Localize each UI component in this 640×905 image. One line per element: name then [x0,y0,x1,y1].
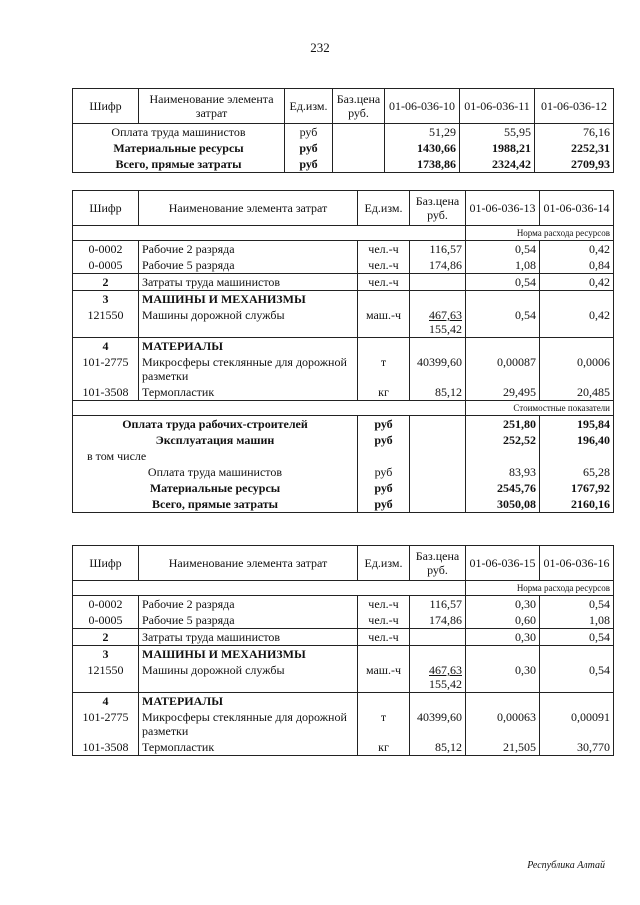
norm-label: Норма расхода ресурсов [466,581,614,596]
header-col-a: 01-06-036-10 [385,89,460,124]
section-row [73,291,614,308]
cost-label-row [73,401,614,416]
table-header-row [73,89,614,124]
section-title: МАШИНЫ И МЕХАНИЗМЫ [139,646,358,663]
table-row [73,257,614,274]
row-value-a: 51,29 [385,124,460,141]
table-row [73,124,614,141]
section-row [73,646,614,663]
cost-label: Стоимостные показатели [466,401,614,416]
table-row [73,307,614,338]
header-col-b: 01-06-036-11 [460,89,535,124]
header-col-c: 01-06-036-12 [535,89,614,124]
header-price: Баз.цена руб. [410,546,466,581]
row-value-b: 2324,42 [460,156,535,173]
table-header-row [73,191,614,226]
row-unit: чел.-ч [358,257,410,274]
row-value-a: 0,54 [466,307,540,338]
section-row [73,338,614,355]
row-price: 40399,60 [410,354,466,384]
summary-name: Всего, прямые затраты [73,496,358,513]
row-code: 101-3508 [73,739,139,756]
row-value-b: 0,42 [540,274,614,291]
row-unit: т [358,354,410,384]
row-value-a: 29,495 [466,384,540,401]
summary-value-a: 83,93 [466,464,540,480]
row-price: 174,86 [410,612,466,629]
summary-value-b: 65,28 [540,464,614,480]
row-code: 0-0002 [73,241,139,258]
row-price: 85,12 [410,384,466,401]
cost-table-1 [72,88,614,173]
section-row [73,693,614,710]
row-price [410,662,466,693]
summary-row [73,464,614,480]
row-unit: чел.-ч [358,241,410,258]
row-value-b: 0,84 [540,257,614,274]
row-code: 0-0005 [73,257,139,274]
summary-value-a: 2545,76 [466,480,540,496]
row-value-a: 1,08 [466,257,540,274]
row-unit: чел.-ч [358,612,410,629]
row-name: Машины дорожной службы [139,662,358,693]
row-price [410,274,466,291]
row-value-a: 0,00063 [466,709,540,739]
row-unit: чел.-ч [358,274,410,291]
table-row [73,612,614,629]
summary-unit: руб [358,432,410,448]
summary-value-a: 3050,08 [466,496,540,513]
section-title: МАШИНЫ И МЕХАНИЗМЫ [139,291,358,308]
row-value-a: 0,30 [466,629,540,646]
price-secondary: 155,42 [429,677,462,691]
norm-label: Норма расхода ресурсов [466,226,614,241]
summary-row [73,480,614,496]
row-code: 101-2775 [73,709,139,739]
row-price: 116,57 [410,241,466,258]
row-name: Машины дорожной службы [139,307,358,338]
row-value-a: 0,00087 [466,354,540,384]
row-value-b: 0,00091 [540,709,614,739]
row-value-b: 55,95 [460,124,535,141]
row-value-a: 0,30 [466,662,540,693]
row-value-b: 30,770 [540,739,614,756]
row-value-b: 1988,21 [460,140,535,156]
row-value-b: 1,08 [540,612,614,629]
row-unit: кг [358,739,410,756]
summary-unit: руб [358,480,410,496]
row-value-c: 76,16 [535,124,614,141]
row-unit: маш.-ч [358,307,410,338]
row-name: Термопластик [139,384,358,401]
header-col-b: 01-06-036-16 [540,546,614,581]
summary-name: Оплата труда рабочих-строителей [73,416,358,433]
row-code: 2 [73,274,139,291]
summary-name: Эксплуатация машин [73,432,358,448]
table-row [73,384,614,401]
summary-name: в том числе [73,448,358,464]
row-name: Всего, прямые затраты [73,156,285,173]
row-unit: руб [285,140,333,156]
section-title: МАТЕРИАЛЫ [139,693,358,710]
header-unit: Ед.изм. [285,89,333,124]
row-name: Рабочие 2 разряда [139,596,358,613]
row-value-b: 0,42 [540,241,614,258]
row-value-a: 0,60 [466,612,540,629]
row-name: Затраты труда машинистов [139,629,358,646]
header-col-b: 01-06-036-14 [540,191,614,226]
price-primary: 467,63 [429,663,462,677]
summary-value-a: 251,80 [466,416,540,433]
row-price: 116,57 [410,596,466,613]
row-price: 174,86 [410,257,466,274]
header-name: Наименование элемента затрат [139,191,358,226]
row-price [333,156,385,173]
row-value-b: 0,54 [540,629,614,646]
row-name: Микросферы стеклянные для дорожной разметки [139,709,358,739]
norm-label-row [73,226,614,241]
summary-row [73,448,614,464]
section-code: 4 [73,338,139,355]
summary-unit: руб [358,464,410,480]
summary-unit: руб [358,416,410,433]
row-code: 121550 [73,662,139,693]
summary-unit: руб [358,496,410,513]
header-code: Шифр [73,89,139,124]
summary-value-b: 196,40 [540,432,614,448]
header-unit: Ед.изм. [358,546,410,581]
row-unit: чел.-ч [358,629,410,646]
row-value-a: 1430,66 [385,140,460,156]
row-code: 121550 [73,307,139,338]
row-name: Рабочие 5 разряда [139,257,358,274]
header-col-a: 01-06-036-13 [466,191,540,226]
row-value-c: 2252,31 [535,140,614,156]
page-number: 232 [310,40,330,55]
row-name: Термопластик [139,739,358,756]
summary-value-b: 195,84 [540,416,614,433]
header-unit: Ед.изм. [358,191,410,226]
row-value-a: 1738,86 [385,156,460,173]
row-value-a: 0,54 [466,274,540,291]
row-code: 2 [73,629,139,646]
row-value-b: 0,0006 [540,354,614,384]
row-value-b: 0,42 [540,307,614,338]
header-price: Баз.цена руб. [333,89,385,124]
section-code: 3 [73,291,139,308]
cost-table-2 [72,190,614,513]
table-row [73,274,614,291]
summary-name: Оплата труда машинистов [73,464,358,480]
section-title: МАТЕРИАЛЫ [139,338,358,355]
row-value-b: 0,54 [540,662,614,693]
row-value-c: 2709,93 [535,156,614,173]
table-header-row [73,546,614,581]
summary-row [73,496,614,513]
summary-row [73,416,614,433]
row-unit: маш.-ч [358,662,410,693]
row-code: 0-0002 [73,596,139,613]
summary-value-b: 1767,92 [540,480,614,496]
row-name: Микросферы стеклянные для дорожной разметки [139,354,358,384]
row-value-b: 0,54 [540,596,614,613]
row-name: Оплата труда машинистов [73,124,285,141]
row-value-a: 0,30 [466,596,540,613]
table-row [73,629,614,646]
summary-value-a: 252,52 [466,432,540,448]
table-row [73,241,614,258]
table-row [73,662,614,693]
row-value-b: 20,485 [540,384,614,401]
row-price: 40399,60 [410,709,466,739]
row-price [410,307,466,338]
table-row [73,140,614,156]
section-code: 4 [73,693,139,710]
row-price [410,629,466,646]
table-row [73,739,614,756]
row-price: 85,12 [410,739,466,756]
row-code: 0-0005 [73,612,139,629]
row-code: 101-3508 [73,384,139,401]
row-price [333,140,385,156]
norm-label-row [73,581,614,596]
price-primary: 467,63 [429,308,462,322]
row-name: Материальные ресурсы [73,140,285,156]
summary-name: Материальные ресурсы [73,480,358,496]
row-value-a: 0,54 [466,241,540,258]
header-name: Наименование элемента затрат [139,546,358,581]
row-name: Рабочие 2 разряда [139,241,358,258]
row-unit: руб [285,156,333,173]
row-price [333,124,385,141]
row-unit: кг [358,384,410,401]
table-row [73,709,614,739]
header-price: Баз.цена руб. [410,191,466,226]
row-value-a: 21,505 [466,739,540,756]
table-row [73,156,614,173]
row-unit: чел.-ч [358,596,410,613]
summary-value-b: 2160,16 [540,496,614,513]
cost-table-3 [72,545,614,756]
header-name: Наименование элемента затрат [139,89,285,124]
header-col-a: 01-06-036-15 [466,546,540,581]
footer-region-label: Республика Алтай [527,860,605,871]
table-row [73,354,614,384]
row-code: 101-2775 [73,354,139,384]
summary-row [73,432,614,448]
row-name: Затраты труда машинистов [139,274,358,291]
section-code: 3 [73,646,139,663]
price-secondary: 155,42 [429,322,462,336]
table-row [73,596,614,613]
row-unit: руб [285,124,333,141]
row-name: Рабочие 5 разряда [139,612,358,629]
row-unit: т [358,709,410,739]
header-code: Шифр [73,546,139,581]
header-code: Шифр [73,191,139,226]
